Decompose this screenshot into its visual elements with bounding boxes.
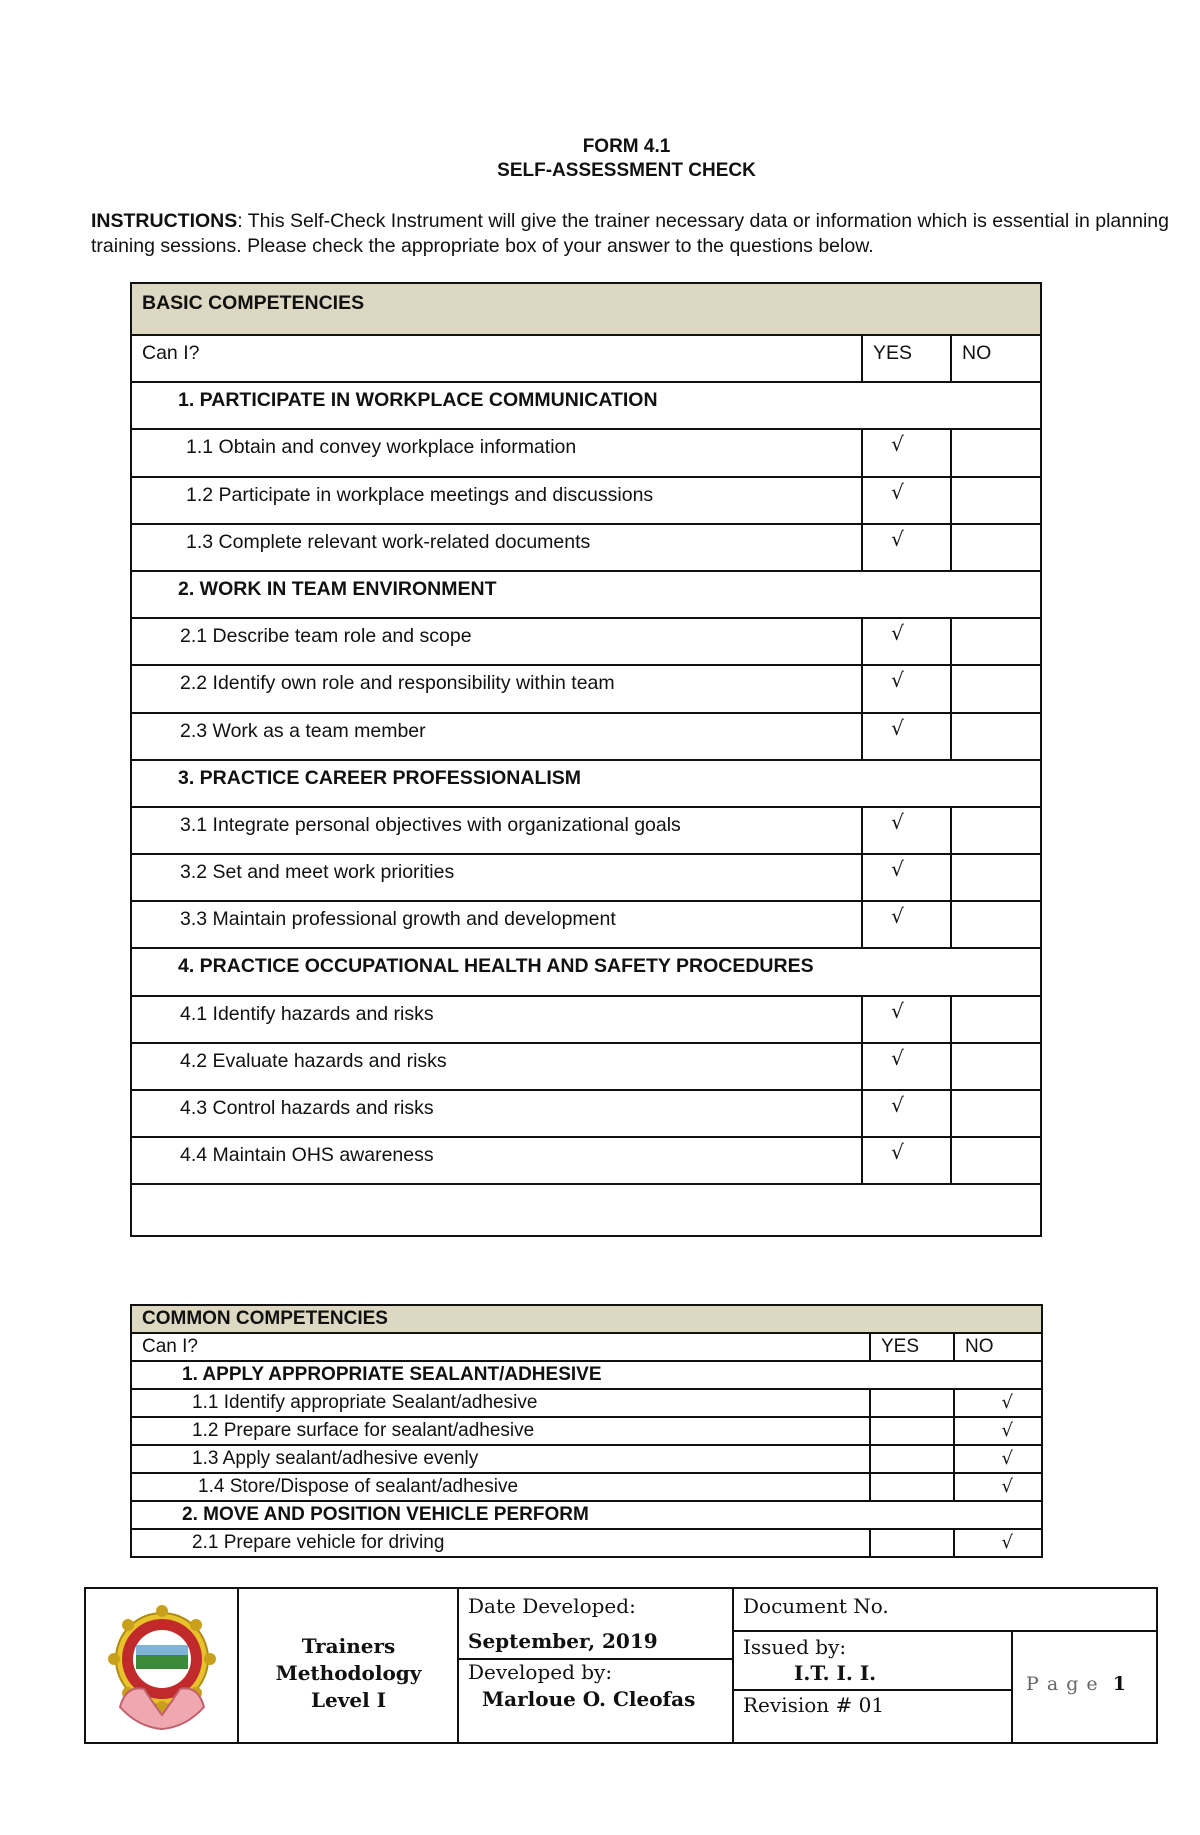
section-title: 3. PRACTICE CAREER PROFESSIONALISM (131, 760, 1041, 807)
developed-by-value: Marloue O. Cleofas (482, 1687, 696, 1711)
item-label: 3.3 Maintain professional growth and development (131, 901, 862, 948)
no-cell (951, 665, 1041, 712)
check-mark: √ (891, 809, 904, 834)
item-label: 3.1 Integrate personal objectives with organizational goals (131, 807, 862, 854)
yes-cell (862, 1090, 951, 1137)
section-title: 2. MOVE AND POSITION VEHICLE PERFORM (131, 1501, 1042, 1529)
form-subtitle: SELF-ASSESSMENT CHECK (497, 160, 756, 181)
developed-by-label: Developed by: (468, 1660, 613, 1684)
section-row (131, 948, 1041, 995)
page-number: 1 (1112, 1673, 1127, 1695)
revision-number: Revision # 01 (743, 1693, 885, 1717)
section-title: 4. PRACTICE OCCUPATIONAL HEALTH AND SAFETY PROCEDURES (131, 948, 1041, 995)
form-title: FORM 4.1 (582, 136, 671, 157)
section-title: 1. APPLY APPROPRIATE SEALANT/ADHESIVE (131, 1361, 1042, 1389)
item-label: 2.3 Work as a team member (131, 713, 862, 760)
yes-cell (862, 996, 951, 1043)
issued-by-value: I.T. I. I. (794, 1661, 877, 1685)
yes-header: YES (870, 1333, 954, 1361)
course-line-3: Level I (310, 1688, 387, 1712)
check-mark: √ (891, 621, 904, 646)
item-row (131, 429, 1041, 476)
yes-cell (862, 665, 951, 712)
common-competencies-table (130, 1304, 1043, 1558)
check-mark: √ (1001, 1532, 1014, 1553)
no-header: NO (951, 335, 1041, 382)
item-row (131, 524, 1041, 571)
yes-cell (862, 807, 951, 854)
document-footer (84, 1587, 1158, 1744)
item-label: 4.4 Maintain OHS awareness (131, 1137, 862, 1184)
yes-cell (862, 477, 951, 524)
no-cell (951, 1090, 1041, 1137)
no-cell (951, 429, 1041, 476)
item-row (131, 1473, 1042, 1501)
item-row (131, 665, 1041, 712)
item-row (131, 713, 1041, 760)
common-heading: COMMON COMPETENCIES (131, 1305, 1042, 1333)
yes-cell (862, 618, 951, 665)
item-label: 4.2 Evaluate hazards and risks (131, 1043, 862, 1090)
item-row (131, 901, 1041, 948)
item-label: 2.2 Identify own role and responsibility within team (131, 665, 862, 712)
instructions-label: INSTRUCTIONS (91, 210, 238, 232)
section-row (131, 571, 1041, 618)
item-row (131, 854, 1041, 901)
no-cell (951, 618, 1041, 665)
no-cell (954, 1389, 1042, 1417)
can-i-header: Can I? (131, 1333, 870, 1361)
no-header: NO (954, 1333, 1042, 1361)
can-i-header: Can I? (131, 335, 862, 382)
blank-cell (131, 1184, 1041, 1236)
check-mark: √ (1001, 1448, 1014, 1469)
check-mark: √ (1001, 1420, 1014, 1441)
item-label: 4.3 Control hazards and risks (131, 1090, 862, 1137)
item-row (131, 477, 1041, 524)
no-cell (951, 524, 1041, 571)
item-label: 1.3 Apply sealant/adhesive evenly (131, 1445, 870, 1473)
check-mark: √ (891, 1140, 904, 1165)
check-mark: √ (891, 668, 904, 693)
yes-cell (862, 1043, 951, 1090)
instructions (91, 209, 1181, 259)
section-title: 2. WORK IN TEAM ENVIRONMENT (131, 571, 1041, 618)
no-cell (951, 996, 1041, 1043)
no-cell (951, 477, 1041, 524)
check-mark: √ (1001, 1476, 1014, 1497)
no-cell (951, 854, 1041, 901)
check-mark: √ (891, 715, 904, 740)
check-mark: √ (891, 904, 904, 929)
check-mark: √ (891, 1045, 904, 1070)
yes-cell (870, 1417, 954, 1445)
basic-heading: BASIC COMPETENCIES (131, 283, 1041, 335)
no-cell (951, 1137, 1041, 1184)
document-number-label: Document No. (743, 1594, 889, 1618)
yes-cell (862, 854, 951, 901)
page-label-text: P a g e (1026, 1673, 1099, 1695)
date-developed-value: September, 2019 (468, 1629, 658, 1653)
item-row (131, 618, 1041, 665)
yes-cell (870, 1529, 954, 1557)
item-row (131, 1389, 1042, 1417)
logo-cell (86, 1589, 238, 1742)
date-developed-label: Date Developed: (468, 1594, 636, 1618)
check-mark: √ (891, 1093, 904, 1117)
item-label: 4.1 Identify hazards and risks (131, 996, 862, 1043)
item-row (131, 1529, 1042, 1557)
item-label: 1.2 Participate in workplace meetings and discussions (131, 477, 862, 524)
item-row (131, 1090, 1041, 1137)
institution-logo-icon (86, 1589, 238, 1742)
yes-cell (862, 429, 951, 476)
yes-cell (870, 1445, 954, 1473)
no-cell (954, 1473, 1042, 1501)
item-row (131, 807, 1041, 854)
yes-header: YES (862, 335, 951, 382)
no-cell (951, 807, 1041, 854)
section-row (131, 1361, 1042, 1389)
item-row (131, 1137, 1041, 1184)
basic-column-header-row (131, 335, 1041, 382)
no-cell (954, 1445, 1042, 1473)
page-label (1026, 1673, 1127, 1695)
item-label: 1.3 Complete relevant work-related documents (131, 524, 862, 571)
course-line-1: Trainers (301, 1634, 396, 1658)
item-row (131, 1417, 1042, 1445)
check-mark: √ (891, 526, 904, 551)
check-mark: √ (1001, 1392, 1014, 1413)
section-title: 1. PARTICIPATE IN WORKPLACE COMMUNICATION (131, 382, 1041, 429)
course-title (239, 1633, 458, 1714)
yes-cell (862, 524, 951, 571)
section-row (131, 760, 1041, 807)
yes-cell (862, 901, 951, 948)
item-label: 1.1 Identify appropriate Sealant/adhesive (131, 1389, 870, 1417)
item-label: 2.1 Prepare vehicle for driving (131, 1529, 870, 1557)
yes-cell (870, 1389, 954, 1417)
basic-heading-row (131, 283, 1041, 335)
yes-cell (862, 713, 951, 760)
check-mark: √ (891, 479, 904, 504)
issued-by-label: Issued by: (743, 1635, 847, 1659)
basic-competencies-table (130, 282, 1042, 1237)
instructions-text: : This Self-Check Instrument will give the trainer necessary data or information which is essential in planning training sessions. Please check the appropriate box of your answer to the questions below. (91, 210, 1169, 257)
no-cell (954, 1417, 1042, 1445)
item-label: 1.1 Obtain and convey workplace information (131, 429, 862, 476)
check-mark: √ (891, 432, 904, 457)
item-row (131, 1445, 1042, 1473)
check-mark: √ (891, 998, 904, 1023)
check-mark: √ (891, 857, 904, 882)
common-heading-row (131, 1305, 1042, 1333)
item-label: 2.1 Describe team role and scope (131, 618, 862, 665)
common-column-header-row (131, 1333, 1042, 1361)
yes-cell (862, 1137, 951, 1184)
section-row (131, 382, 1041, 429)
course-line-2: Methodology (275, 1661, 422, 1685)
blank-row (131, 1184, 1041, 1236)
no-cell (951, 1043, 1041, 1090)
item-label: 1.4 Store/Dispose of sealant/adhesive (131, 1473, 870, 1501)
item-row (131, 996, 1041, 1043)
section-row (131, 1501, 1042, 1529)
yes-cell (870, 1473, 954, 1501)
item-label: 1.2 Prepare surface for sealant/adhesive (131, 1417, 870, 1445)
item-row (131, 1043, 1041, 1090)
item-label: 3.2 Set and meet work priorities (131, 854, 862, 901)
no-cell (954, 1529, 1042, 1557)
no-cell (951, 713, 1041, 760)
no-cell (951, 901, 1041, 948)
